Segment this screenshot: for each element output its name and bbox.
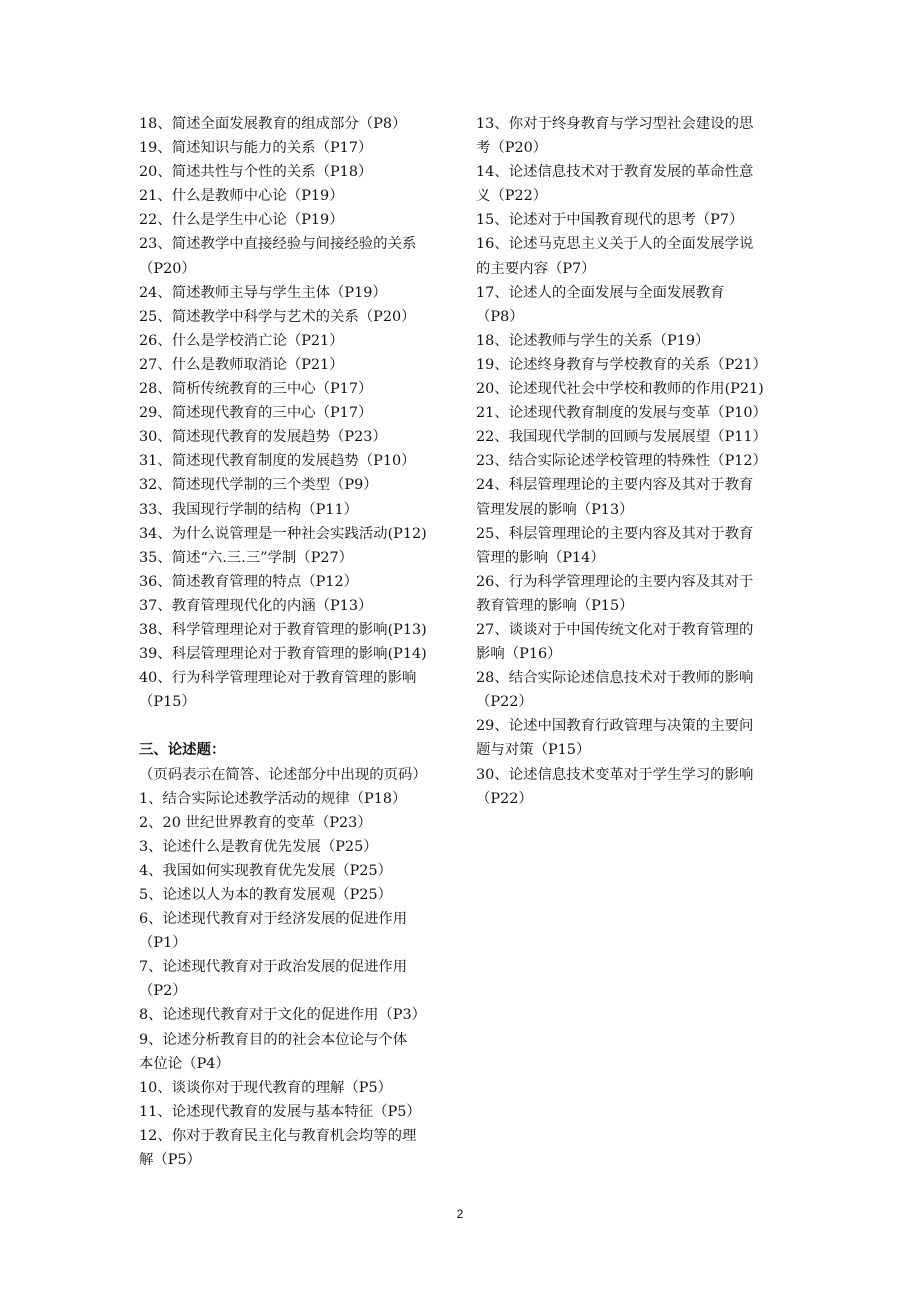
list-item: [139, 473, 457, 497]
list-item: [476, 232, 788, 280]
list-item: [139, 305, 457, 329]
list-item-text: 1、结合实际论述教学活动的规律（P18）: [139, 790, 407, 807]
list-item-text: 12、你对于教育民主化与教育机会均等的理: [139, 1127, 417, 1144]
list-item: [139, 666, 457, 714]
list-item: [139, 1028, 457, 1076]
list-item-text: 37、教育管理现代化的内涵（P13）: [139, 597, 373, 614]
list-item: [476, 112, 788, 160]
section-spacer: [139, 714, 457, 738]
list-item-text: 20、论述现代社会中学校和教师的作用(P21): [476, 381, 764, 398]
list-item: [139, 232, 457, 280]
list-item-text: 28、简析传统教育的三中心（P17）: [139, 381, 373, 398]
list-item-text: （P22）: [476, 694, 533, 711]
list-item-text: 24、简述教师主导与学生主体（P19）: [139, 284, 387, 301]
list-item-text: 本位论（P4）: [139, 1055, 230, 1072]
list-item: [476, 763, 788, 811]
list-item-text: 7、论述现代教育对于政治发展的促进作用: [139, 959, 408, 976]
list-item-text: 5、论述以人为本的教育发展观（P25）: [139, 887, 393, 903]
list-item-text: 22、什么是学生中心论（P19）: [139, 212, 344, 229]
list-item-text: 6、论述现代教育对于经济发展的促进作用: [139, 911, 408, 928]
list-item-text: 19、论述终身教育与学校教育的关系（P21）: [476, 356, 767, 373]
list-item: [139, 618, 457, 642]
list-item: [476, 570, 788, 618]
list-item-text: 9、论述分析教育目的的社会本位论与个体: [139, 1031, 408, 1048]
list-item-text: 3、论述什么是教育优先发展（P25）: [139, 838, 378, 855]
list-item: [139, 883, 457, 907]
list-item: [139, 1100, 457, 1124]
list-item-text: 39、科层管理理论对于教育管理的影响(P14): [139, 646, 427, 663]
list-item-text: 23、结合实际论述学校管理的特殊性（P12）: [476, 453, 767, 470]
list-item: [139, 955, 457, 1003]
list-item: [476, 208, 788, 232]
list-item: [476, 377, 788, 401]
list-item: [476, 160, 788, 208]
list-item-text: 题与对策（P15）: [476, 742, 591, 759]
section-heading: 三、论述题：: [139, 741, 226, 759]
list-item-text: 18、论述教师与学生的关系（P19）: [476, 332, 710, 349]
list-item-text: 2、20 世纪世界教育的变革（P23）: [139, 814, 372, 831]
list-item-text: （P22）: [476, 790, 533, 807]
list-item-text: 管理发展的影响（P13）: [476, 501, 634, 518]
list-item-text: 的主要内容（P7）: [476, 260, 596, 277]
list-item: [139, 1076, 457, 1100]
list-item: [476, 329, 788, 353]
list-item-text: 35、简述“六.三.三”学制（P27）: [139, 549, 354, 566]
list-item-text: 21、什么是教师中心论（P19）: [139, 188, 344, 205]
list-item-text: 义（P22）: [476, 188, 548, 205]
list-item: [476, 522, 788, 570]
list-item: [139, 859, 457, 883]
list-item: [139, 787, 457, 811]
list-item-text: 26、什么是学校消亡论（P21）: [139, 332, 344, 349]
list-item-text: （P2）: [139, 983, 187, 1000]
list-item-text: 38、科学管理理论对于教育管理的影响(P13): [139, 621, 427, 638]
list-item: [139, 594, 457, 618]
list-item-text: 4、我国如何实现教育优先发展（P25）: [139, 862, 393, 879]
list-item-text: （P15）: [139, 694, 196, 711]
list-item: [476, 714, 788, 762]
list-item-text: 29、论述中国教育行政管理与决策的主要问: [476, 718, 754, 735]
list-item-text: 33、我国现行学制的结构（P11）: [139, 501, 358, 518]
list-item-text: 25、科层管理理论的主要内容及其对于教育: [476, 525, 754, 542]
list-item: [139, 112, 457, 136]
list-item-text: （P1）: [139, 935, 187, 952]
list-item-text: 解（P5）: [139, 1152, 202, 1169]
list-item: [139, 811, 457, 835]
list-item: [139, 425, 457, 449]
section-note: （页码表示在简答、论述部分中出现的页码）: [139, 766, 427, 783]
list-item-text: 30、简述现代教育的发展趋势（P23）: [139, 429, 387, 446]
list-item: [139, 377, 457, 401]
list-item: [476, 449, 788, 473]
list-item-text: 21、论述现代教育制度的发展与变革（P10）: [476, 405, 767, 422]
list-item-text: 40、行为科学管理理论对于教育管理的影响: [139, 670, 417, 687]
list-item-text: 15、论述对于中国教育现代的思考（P7）: [476, 212, 744, 229]
list-item-text: （P8）: [476, 308, 524, 325]
list-item: [476, 353, 788, 377]
list-item: [139, 184, 457, 208]
list-item-text: 管理的影响（P14）: [476, 549, 605, 566]
list-item-text: 11、论述现代教育的发展与基本特征（P5）: [139, 1103, 421, 1120]
list-item: [139, 498, 457, 522]
list-item: [139, 546, 457, 570]
list-item: [476, 425, 788, 449]
list-item: [476, 281, 788, 329]
list-item-text: 20、简述共性与个性的关系（P18）: [139, 164, 373, 181]
list-item-text: 考（P20）: [476, 140, 548, 157]
list-item-text: 18、简述全面发展教育的组成部分（P8）: [139, 116, 407, 132]
left-column: [139, 112, 457, 1172]
list-item-text: 13、你对于终身教育与学习型社会建设的思: [476, 116, 754, 132]
list-item: [139, 907, 457, 955]
list-item: [476, 618, 788, 666]
list-item-text: 22、我国现代学制的回顾与发展展望（P11）: [476, 429, 767, 446]
list-item: [139, 136, 457, 160]
list-item: [139, 353, 457, 377]
list-item-text: 教育管理的影响（P15）: [476, 597, 634, 614]
list-item-text: 30、论述信息技术变革对于学生学习的影响: [476, 766, 754, 783]
list-item-text: 16、论述马克思主义关于人的全面发展学说: [476, 236, 754, 253]
list-item: [139, 570, 457, 594]
list-item-text: 17、论述人的全面发展与全面发展教育: [476, 284, 725, 301]
list-item: [476, 666, 788, 714]
list-item: [139, 1124, 457, 1172]
list-item-text: （P20）: [139, 260, 196, 277]
list-item: [139, 1003, 457, 1027]
list-item-text: 26、行为科学管理理论的主要内容及其对于: [476, 573, 754, 590]
list-item-text: 10、谈谈你对于现代教育的理解（P5）: [139, 1079, 393, 1096]
list-item: [139, 401, 457, 425]
list-item-text: 29、简述现代教育的三中心（P17）: [139, 405, 373, 422]
list-item: [139, 208, 457, 232]
list-item-text: 19、简述知识与能力的关系（P17）: [139, 140, 373, 157]
list-item: [139, 281, 457, 305]
list-item: [139, 449, 457, 473]
list-item: [139, 160, 457, 184]
list-item-text: 31、简述现代教育制度的发展趋势（P10）: [139, 453, 416, 470]
list-item-text: 34、为什么说管理是一种社会实践活动(P12): [139, 525, 427, 542]
list-item-text: 8、论述现代教育对于文化的促进作用（P3）: [139, 1007, 427, 1024]
page-number: 2: [456, 1207, 464, 1221]
list-item-text: 23、简述教学中直接经验与间接经验的关系: [139, 236, 417, 253]
right-column: [476, 112, 788, 811]
list-item: [139, 642, 457, 666]
list-item: [476, 473, 788, 521]
list-item-text: 36、简述教育管理的特点（P12）: [139, 573, 358, 590]
list-item-text: 27、什么是教师取消论（P21）: [139, 356, 344, 373]
list-item: [139, 835, 457, 859]
list-item: [476, 401, 788, 425]
list-item-text: 27、谈谈对于中国传统文化对于教育管理的: [476, 621, 754, 638]
list-item-text: 影响（P16）: [476, 646, 562, 663]
list-item-text: 32、简述现代学制的三个类型（P9）: [139, 477, 378, 494]
list-item-text: 25、简述教学中科学与艺术的关系（P20）: [139, 308, 416, 325]
list-item: [139, 329, 457, 353]
list-item-text: 28、结合实际论述信息技术对于教师的影响: [476, 670, 754, 687]
list-item-text: 14、论述信息技术对于教育发展的革命性意: [476, 164, 754, 181]
list-item-text: 24、科层管理理论的主要内容及其对于教育: [476, 477, 754, 494]
list-item: [139, 522, 457, 546]
